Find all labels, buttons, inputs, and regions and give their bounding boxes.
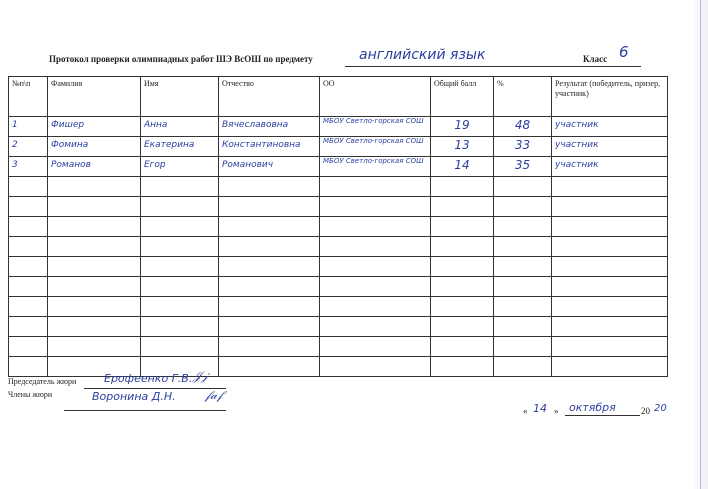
empty-cell: [431, 257, 494, 277]
empty-cell: [219, 337, 320, 357]
empty-cell: [219, 277, 320, 297]
cell-school: МБОУ Светло-горская СОШ: [320, 117, 431, 137]
scan-edge-line: [700, 0, 701, 489]
empty-cell: [494, 297, 552, 317]
empty-cell: [141, 277, 219, 297]
empty-cell: [320, 337, 431, 357]
results-table: [8, 76, 668, 377]
member-signature-mark: 𝒻𝒶𝒻: [205, 388, 223, 402]
col-header-name: Имя: [141, 77, 219, 117]
empty-table-row: [9, 277, 668, 297]
empty-cell: [431, 337, 494, 357]
empty-cell: [494, 237, 552, 257]
class-value-handwritten: 6: [619, 43, 629, 61]
chair-name-handwritten: Ерофеенко Г.В.: [104, 372, 193, 385]
cell-score: 19: [431, 117, 494, 137]
empty-cell: [320, 357, 431, 377]
empty-table-row: [9, 217, 668, 237]
empty-cell: [494, 197, 552, 217]
col-header-score: Общий балл: [431, 77, 494, 117]
empty-cell: [48, 277, 141, 297]
table-header-row: [9, 77, 668, 117]
empty-cell: [552, 317, 668, 337]
empty-cell: [141, 297, 219, 317]
empty-table-row: [9, 257, 668, 277]
empty-cell: [494, 177, 552, 197]
empty-cell: [552, 237, 668, 257]
scan-edge: [694, 0, 708, 489]
empty-cell: [552, 217, 668, 237]
col-header-school: ОО: [320, 77, 431, 117]
empty-cell: [141, 217, 219, 237]
empty-cell: [320, 177, 431, 197]
empty-cell: [219, 177, 320, 197]
empty-cell: [9, 257, 48, 277]
empty-cell: [552, 277, 668, 297]
protocol-date: [523, 401, 683, 420]
class-label: Класс: [583, 54, 608, 64]
empty-cell: [141, 177, 219, 197]
empty-cell: [431, 217, 494, 237]
empty-cell: [552, 357, 668, 377]
protocol-header: [49, 43, 649, 69]
empty-cell: [9, 357, 48, 377]
col-header-number: №п\п: [9, 77, 48, 117]
subject-handwritten: английский язык: [359, 47, 486, 63]
cell-name: Егор: [141, 157, 219, 177]
cell-percent: 48: [494, 117, 552, 137]
col-header-patronymic: Отчество: [219, 77, 320, 117]
member-name-handwritten: Воронина Д.Н.: [92, 390, 176, 403]
empty-cell: [219, 217, 320, 237]
empty-cell: [320, 297, 431, 317]
empty-cell: [141, 237, 219, 257]
chair-signature-mark: 𝒥𝒿: [193, 369, 208, 383]
empty-cell: [431, 357, 494, 377]
empty-table-row: [9, 317, 668, 337]
cell-name: Екатерина: [141, 137, 219, 157]
empty-cell: [494, 317, 552, 337]
empty-cell: [431, 237, 494, 257]
empty-cell: [9, 277, 48, 297]
cell-surname: Фишер: [48, 117, 141, 137]
empty-cell: [9, 197, 48, 217]
empty-cell: [9, 297, 48, 317]
cell-school: МБОУ Светло-горская СОШ: [320, 157, 431, 177]
empty-cell: [494, 357, 552, 377]
empty-cell: [48, 197, 141, 217]
date-month-underline: [565, 415, 640, 416]
date-year-suffix: 20: [654, 403, 667, 414]
empty-table-row: [9, 197, 668, 217]
cell-patronymic: Константиновна: [219, 137, 320, 157]
empty-cell: [320, 317, 431, 337]
empty-cell: [320, 257, 431, 277]
empty-cell: [48, 317, 141, 337]
empty-cell: [9, 337, 48, 357]
empty-cell: [320, 197, 431, 217]
empty-cell: [219, 357, 320, 377]
cell-result: участник: [552, 157, 668, 177]
cell-surname: Романов: [48, 157, 141, 177]
date-close-quote: »: [554, 406, 559, 416]
cell-score: 13: [431, 137, 494, 157]
date-open-quote: «: [523, 406, 528, 416]
empty-cell: [141, 337, 219, 357]
empty-cell: [494, 277, 552, 297]
protocol-title: Протокол проверки олимпиадных работ ШЭ ВсОШ по предмету: [49, 54, 313, 64]
empty-cell: [552, 297, 668, 317]
empty-cell: [219, 297, 320, 317]
empty-cell: [48, 217, 141, 237]
empty-table-row: [9, 237, 668, 257]
cell-surname: Фомина: [48, 137, 141, 157]
empty-cell: [141, 197, 219, 217]
empty-cell: [9, 217, 48, 237]
empty-cell: [552, 337, 668, 357]
subject-underline: [345, 66, 629, 67]
empty-cell: [9, 317, 48, 337]
empty-cell: [552, 197, 668, 217]
empty-cell: [494, 217, 552, 237]
empty-cell: [48, 337, 141, 357]
empty-cell: [431, 197, 494, 217]
empty-cell: [48, 297, 141, 317]
col-header-result: Результат (победитель, призер, участник): [552, 77, 668, 117]
table-body: [9, 117, 668, 377]
cell-percent: 35: [494, 157, 552, 177]
cell-school: МБОУ Светло-горская СОШ: [320, 137, 431, 157]
empty-cell: [320, 237, 431, 257]
empty-table-row: [9, 177, 668, 197]
empty-cell: [48, 237, 141, 257]
empty-cell: [431, 317, 494, 337]
empty-cell: [219, 197, 320, 217]
empty-cell: [48, 257, 141, 277]
empty-cell: [552, 257, 668, 277]
empty-cell: [219, 257, 320, 277]
cell-patronymic: Вячеславовна: [219, 117, 320, 137]
members-signature-line: [64, 410, 226, 411]
cell-number: 1: [9, 117, 48, 137]
empty-table-row: [9, 337, 668, 357]
empty-cell: [431, 297, 494, 317]
cell-number: 2: [9, 137, 48, 157]
cell-result: участник: [552, 117, 668, 137]
class-underline: [615, 66, 641, 67]
cell-patronymic: Романович: [219, 157, 320, 177]
cell-name: Анна: [141, 117, 219, 137]
empty-cell: [494, 337, 552, 357]
col-header-percent: %: [494, 77, 552, 117]
table-row: [9, 137, 668, 157]
empty-cell: [431, 277, 494, 297]
empty-cell: [9, 237, 48, 257]
table-row: [9, 117, 668, 137]
empty-cell: [141, 317, 219, 337]
table-row: [9, 157, 668, 177]
empty-cell: [141, 257, 219, 277]
cell-score: 14: [431, 157, 494, 177]
chair-label: Председатель жюри: [8, 377, 77, 386]
empty-cell: [48, 177, 141, 197]
members-label: Члены жюри: [8, 390, 53, 399]
empty-cell: [431, 177, 494, 197]
empty-cell: [320, 277, 431, 297]
cell-result: участник: [552, 137, 668, 157]
date-day: 14: [533, 402, 547, 415]
empty-cell: [219, 237, 320, 257]
empty-cell: [219, 317, 320, 337]
cell-number: 3: [9, 157, 48, 177]
date-year-prefix: 20: [641, 406, 650, 416]
date-month: октября: [569, 401, 616, 414]
col-header-surname: Фамилия: [48, 77, 141, 117]
empty-table-row: [9, 297, 668, 317]
empty-cell: [494, 257, 552, 277]
empty-cell: [552, 177, 668, 197]
empty-cell: [9, 177, 48, 197]
cell-percent: 33: [494, 137, 552, 157]
empty-cell: [320, 217, 431, 237]
